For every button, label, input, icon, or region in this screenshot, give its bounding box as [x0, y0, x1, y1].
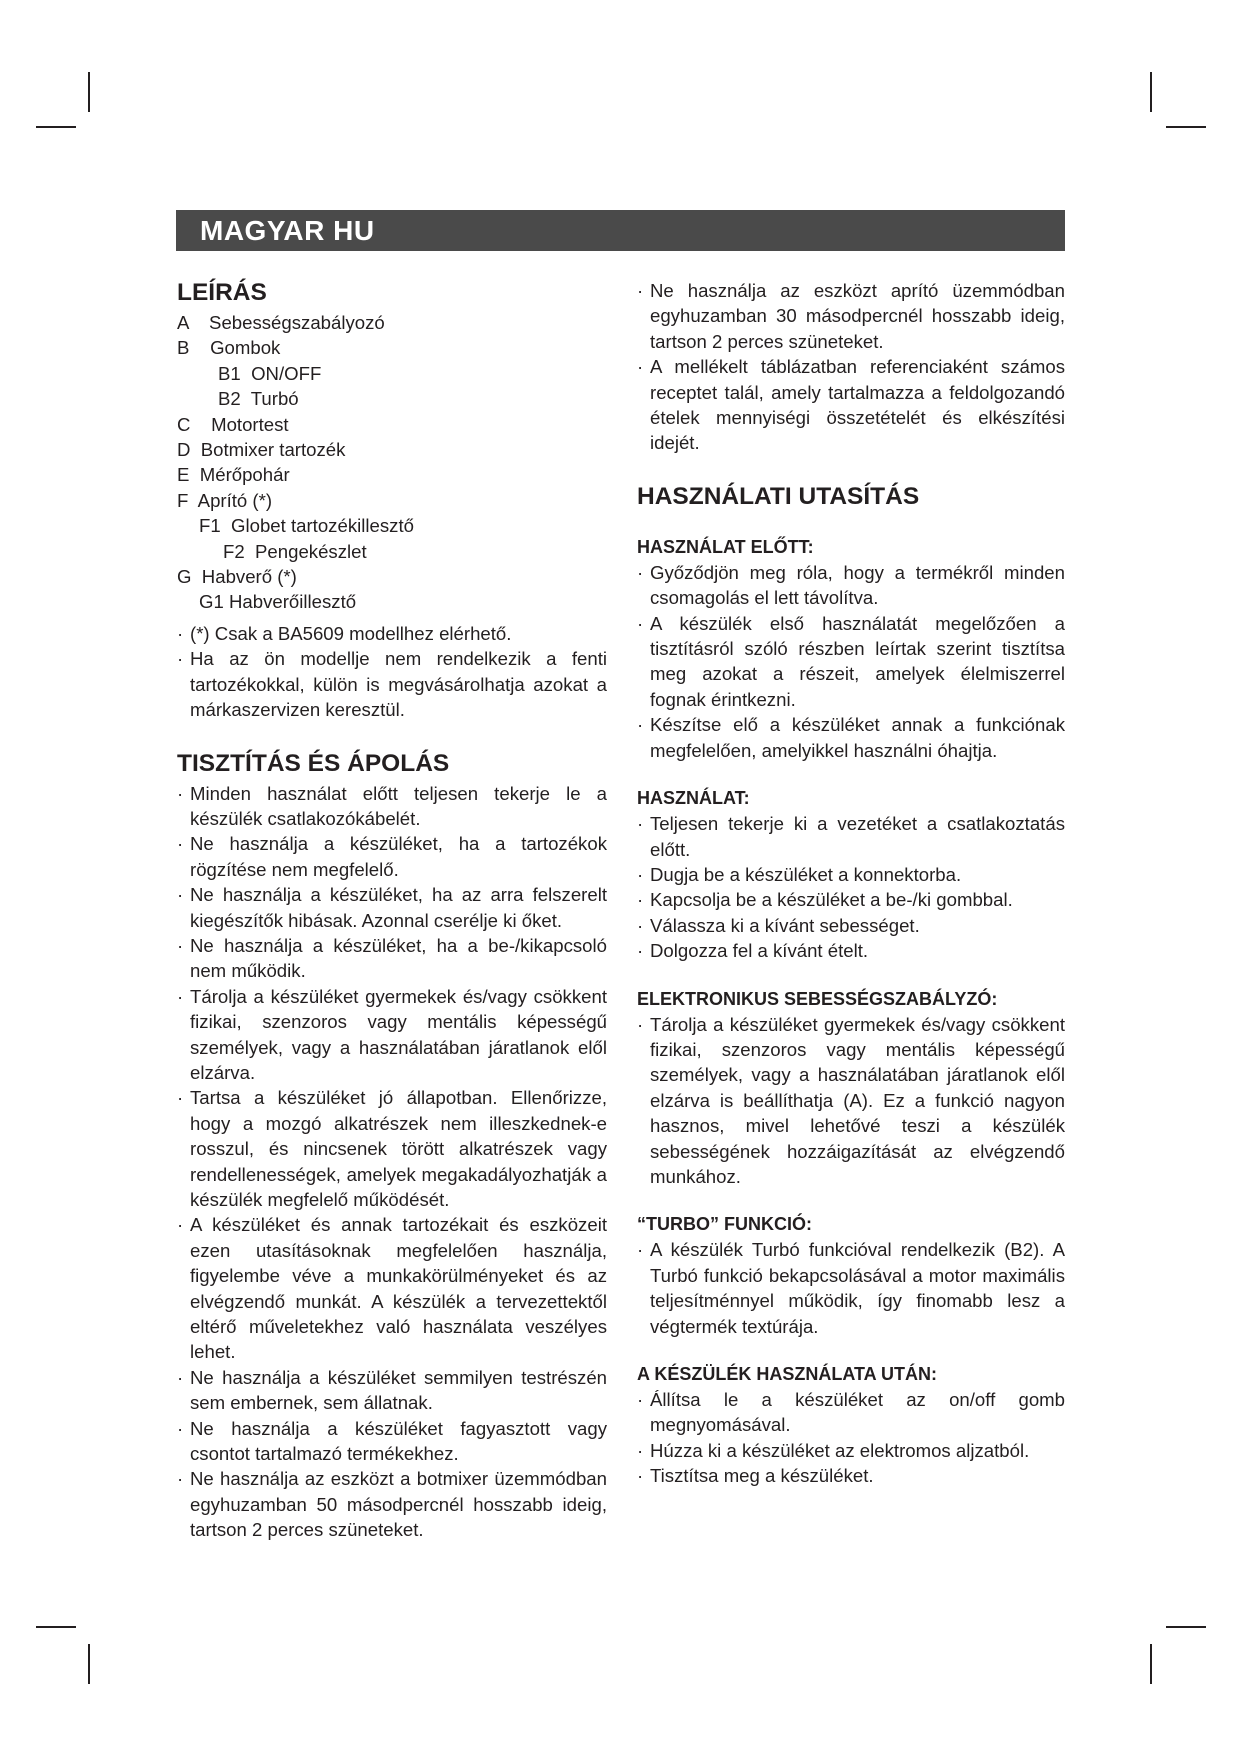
parts-item-g: G Habverő (*) [177, 566, 297, 588]
parts-item-e: E Mérőpohár [177, 464, 290, 486]
chopper-time-limit-bullet: · Ne használja az eszközt aprító üzemmódban egyhuzamban 30 másodpercnél hosszabb ideig, tartson 2 perces szüneteket. [637, 278, 1065, 354]
crop-mark-top-left-horizontal [36, 126, 76, 128]
cleaning-bullet: · Ne használja a készüléket, ha a be-/kikapcsoló nem működik. [177, 933, 607, 984]
before-use-bullet: · A készülék első használatát megelőzően a tisztításról szóló részben leírtak szerint tisztítsa meg azokat a részeit, amelyek élelmiszerrel fognak érintkezni. [637, 611, 1065, 713]
parts-item-f: F Aprító (*) [177, 489, 273, 511]
crop-mark-bottom-left-horizontal [36, 1626, 76, 1628]
language-header-bar: MAGYAR HU [176, 210, 1065, 251]
note-accessories-purchase: · Ha az ön modellje nem rendelkezik a fenti tartozékokkal, külön is megvásárolhatja azokat a márkaszervizen keresztül. [177, 646, 607, 722]
before-use-bullet: · Győződjön meg róla, hogy a termékről minden csomagolás el lett távolítva. [637, 560, 1065, 611]
cleaning-bullet: · Minden használat előtt teljesen tekerje le a készülék csatlakozókábelét. [177, 781, 607, 832]
after-use-bullet: · Húzza ki a készüléket az elektromos aljzatból. [637, 1438, 1065, 1463]
section-title-leiras: LEÍRÁS [177, 279, 267, 306]
use-bullet: · Kapcsolja be a készüléket a be-/ki gombbal. [637, 887, 1065, 912]
after-use-bullet: · Állítsa le a készüléket az on/off gomb megnyomásával. [637, 1387, 1065, 1438]
cleaning-bullet: · Tartsa a készüléket jó állapotban. Ellenőrizze, hogy a mozgó alkatrészek nem illeszkednek-e rosszul, és nincsenek törött alkatrészek vagy rendellenességek, amelyek megakadályozhatják a készülék megfelelő működését. [177, 1085, 607, 1212]
use-bullet: · Teljesen tekerje ki a vezetéket a csatlakoztatás előtt. [637, 811, 1065, 862]
subsection-title-use: HASZNÁLAT: [637, 788, 750, 809]
crop-mark-top-right-vertical [1150, 72, 1152, 112]
subsection-title-speed-control: ELEKTRONIKUS SEBESSÉGSZABÁLYZÓ: [637, 988, 998, 1009]
turbo-bullet: · A készülék Turbó funkcióval rendelkezik (B2). A Turbó funkció bekapcsolásával a motor maximális teljesítménnyel működik, így finomabb lesz a végtermék textúrája. [637, 1237, 1065, 1339]
cleaning-bullet: · A készüléket és annak tartozékait és eszközeit ezen utasításoknak megfelelően használja, figyelembe véve a munkakörülményeket és az elvégzendő munkát. A készülék a tervezettektől eltérő műveletekhez való használata veszélyes lehet. [177, 1212, 607, 1364]
cleaning-bullet: · Ne használja a készüléket, ha az arra felszerelt kiegészítők hibásak. Azonnal cserélje ki őket. [177, 882, 607, 933]
parts-item-g1: G1 Habverőillesztő [199, 591, 357, 613]
cleaning-bullet: · Ne használja a készüléket fagyasztott vagy csontot tartalmazó termékekhez. [177, 1416, 607, 1467]
parts-item-b1: B1 ON/OFF [218, 362, 322, 384]
crop-mark-bottom-left-vertical [88, 1644, 90, 1684]
crop-mark-top-left-vertical [88, 72, 90, 112]
cleaning-bullet: · Ne használja az eszközt a botmixer üzemmódban egyhuzamban 50 másodpercnél hosszabb ideig, tartson 2 perces szüneteket. [177, 1466, 607, 1542]
after-use-bullet: · Tisztítsa meg a készüléket. [637, 1463, 1065, 1488]
parts-item-a: A Sebességszabályozó [177, 312, 385, 333]
cleaning-bullet: · Ne használja a készüléket, ha a tartozékok rögzítése nem megfelelő. [177, 831, 607, 882]
use-bullet: · Válassza ki a kívánt sebességet. [637, 913, 1065, 938]
recipe-table-bullet: · A mellékelt táblázatban referenciaként számos receptet talál, amely tartalmazza a feldolgozandó ételek mennyiségi összetételét és elkészítési idejét. [637, 354, 1065, 456]
use-bullet: · Dugja be a készüléket a konnektorba. [637, 862, 1065, 887]
cleaning-bullet: · Tárolja a készüléket gyermekek és/vagy csökkent fizikai, szenzoros vagy mentális képességű személyek, vagy a használatában járatlanok elől elzárva. [177, 984, 607, 1086]
parts-item-d: D Botmixer tartozék [177, 439, 346, 461]
crop-mark-bottom-right-vertical [1150, 1644, 1152, 1684]
parts-item-b: B Gombok [177, 337, 281, 359]
crop-mark-bottom-right-horizontal [1166, 1626, 1206, 1628]
parts-item-b2: B2 Turbó [218, 388, 299, 410]
section-title-cleaning: TISZTÍTÁS ÉS ÁPOLÁS [177, 749, 450, 777]
subsection-title-turbo: “TURBO” FUNKCIÓ: [637, 1214, 812, 1235]
parts-item-c: C Motortest [177, 413, 289, 435]
note-model-availability: · (*) Csak a BA5609 modellhez elérhető. [177, 621, 607, 646]
left-column [177, 278, 607, 1543]
right-column [637, 278, 1065, 1489]
parts-item-f2: F2 Pengekészlet [223, 540, 367, 562]
section-title-usage: HASZNÁLATI UTASÍTÁS [637, 482, 920, 510]
speed-control-bullet: · Tárolja a készüléket gyermekek és/vagy csökkent fizikai, szenzoros vagy mentális képességű személyek, vagy a használatában járatlanok elől elzárva is beállíthatja (A). Ez a funkció nagyon hasznos, mivel lehetővé teszi a készülék sebességének hozzáigazítását az elvégzendő munkához. [637, 1012, 1065, 1190]
crop-mark-top-right-horizontal [1166, 126, 1206, 128]
use-bullet: · Dolgozza fel a kívánt ételt. [637, 938, 1065, 963]
subsection-title-before-use: HASZNÁLAT ELŐTT: [637, 536, 814, 557]
subsection-title-after-use: A KÉSZÜLÉK HASZNÁLATA UTÁN: [637, 1364, 937, 1384]
cleaning-bullet: · Ne használja a készüléket semmilyen testrészén sem embernek, sem állatnak. [177, 1365, 607, 1416]
before-use-bullet: · Készítse elő a készüléket annak a funkciónak megfelelően, amelyikkel használni óhajtja. [637, 712, 1065, 763]
parts-item-f1: F1 Globet tartozékillesztő [199, 515, 414, 537]
